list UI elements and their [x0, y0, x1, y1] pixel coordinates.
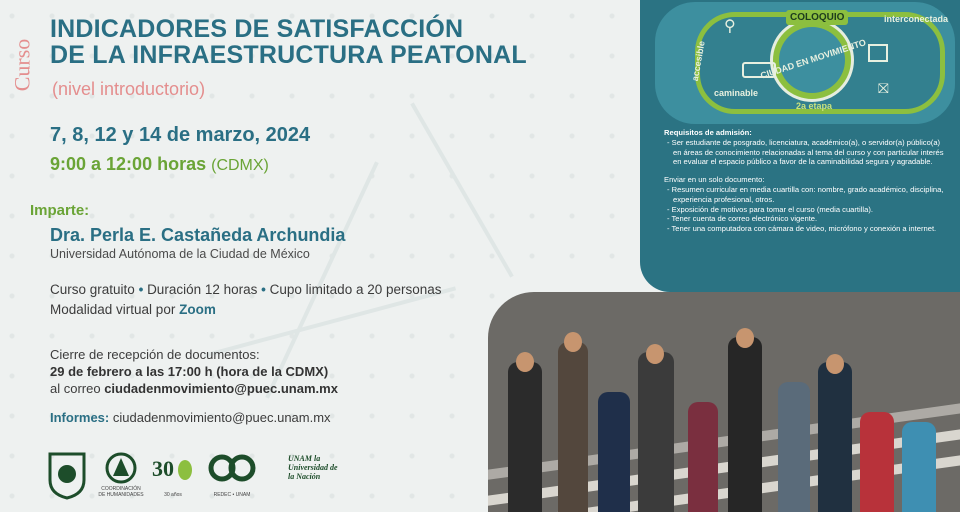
bullet-dot: •	[261, 282, 266, 297]
unam-shield-logo	[46, 450, 88, 500]
coloquio-edition: 2a etapa	[796, 101, 833, 111]
deadline-email-link[interactable]: ciudadenmovimiento@puec.unam.mx	[104, 381, 338, 396]
title-line-1: INDICADORES DE SATISFACCIÓN	[50, 15, 464, 43]
deadline-block	[50, 346, 338, 397]
person-figure	[728, 337, 762, 512]
bicycle-icon: ⚲	[724, 18, 736, 35]
send-item: - Tener cuenta de correo electrónico vigente.	[667, 214, 818, 224]
deadline-mail-prefix: al correo	[50, 381, 101, 396]
person-figure	[598, 392, 630, 512]
bullet-dot: •	[138, 282, 144, 297]
person-figure	[508, 362, 542, 512]
person-figure	[638, 352, 674, 512]
person-figure	[902, 422, 936, 512]
modality-platform: Zoom	[179, 302, 216, 317]
modality-text: Modalidad virtual por	[50, 302, 176, 317]
person-figure	[778, 382, 810, 512]
thirty-years-logo: 30 30 años	[150, 450, 196, 500]
coordinacion-humanidades-logo	[98, 450, 144, 500]
unam-slogan-logo	[286, 450, 342, 500]
feature-capacity: Cupo limitado a 20 personas	[269, 282, 442, 297]
person-figure	[860, 412, 894, 512]
word-interconectada: interconectada	[884, 14, 949, 24]
thirty-years-badge	[178, 460, 192, 480]
deadline-date: 29 de febrero a las 17:00 h (hora de la CDMX)	[50, 364, 329, 379]
crowd-photo	[488, 292, 960, 512]
course-dates: 7, 8, 12 y 14 de marzo, 2024	[50, 124, 311, 146]
course-features	[50, 282, 442, 297]
map-street	[410, 102, 513, 277]
speaker-institution: Universidad Autónoma de la Ciudad de México	[50, 247, 310, 261]
course-tag: Curso	[9, 38, 35, 92]
course-modality	[50, 302, 216, 317]
feature-free: Curso gratuito	[50, 282, 135, 297]
redec-logo	[204, 450, 260, 500]
person-figure	[688, 402, 718, 512]
informes-label: Informes:	[50, 410, 110, 425]
requirements-text	[664, 128, 949, 234]
title-line-2: DE LA INFRAESTRUCTURA PEATONAL	[50, 41, 527, 69]
course-level: (nivel introductorio)	[52, 79, 206, 99]
send-item: - Exposición de motivos para tomar el curso (media cuartilla).	[667, 204, 873, 214]
person-figure	[818, 362, 852, 512]
person-head	[564, 332, 582, 352]
hours-text: 9:00 a 12:00 horas	[50, 154, 207, 174]
person-head	[516, 352, 534, 372]
requirements-heading: Requisitos de admisión:	[664, 128, 752, 137]
person-head	[826, 354, 844, 374]
timezone-text: (CDMX)	[211, 157, 269, 174]
cable-car-icon	[868, 44, 888, 62]
send-item: - Resumen curricular en media cuartilla con: nombre, grado académico, disciplina, experiencia profesional, otros.	[667, 184, 944, 204]
informes-block	[50, 410, 331, 425]
imparte-label: Imparte:	[30, 202, 90, 219]
pedestrian-crossing-icon: ⛝	[878, 80, 889, 96]
speaker-name: Dra. Perla E. Castañeda Archundia	[50, 225, 346, 245]
person-head	[736, 328, 754, 348]
redec-caption: REDEC • UNAM	[213, 492, 251, 498]
coloquio-label: COLOQUIO	[786, 10, 848, 25]
coordinacion-caption: COORDINACIÓN DE HUMANIDADES	[98, 486, 144, 498]
requirement-item: - Ser estudiante de posgrado, licenciatura, académico(a), o servidor(a) público(a) en áreas de conocimiento relacionadas al tema del curso y con particular interés en evaluar el espacio público a favor de la caminabilidad segura y agradable.	[667, 137, 944, 167]
person-figure	[558, 342, 588, 512]
logos-row	[46, 450, 346, 502]
send-heading: Enviar en un solo documento:	[664, 175, 765, 185]
bus-icon	[742, 62, 776, 78]
course-hours	[50, 154, 269, 175]
unam-slogan-text: UNAM la Universidad de la Nación	[288, 454, 338, 481]
deadline-label: Cierre de recepción de documentos:	[50, 347, 260, 362]
word-accesible: accesible	[689, 40, 707, 82]
thirty-years-caption: 30 años	[164, 492, 182, 498]
feature-duration: Duración 12 horas	[147, 282, 258, 297]
send-item: - Tener una computadora con cámara de video, micrófono y conexión a internet.	[667, 224, 937, 234]
course-title	[50, 16, 610, 68]
person-head	[646, 344, 664, 364]
informes-email-link[interactable]: ciudadenmovimiento@puec.unam.mx	[112, 410, 331, 425]
word-caminable: caminable	[714, 88, 759, 98]
coloquio-title: CIUDAD EN MOVIMIENTO	[759, 37, 868, 81]
